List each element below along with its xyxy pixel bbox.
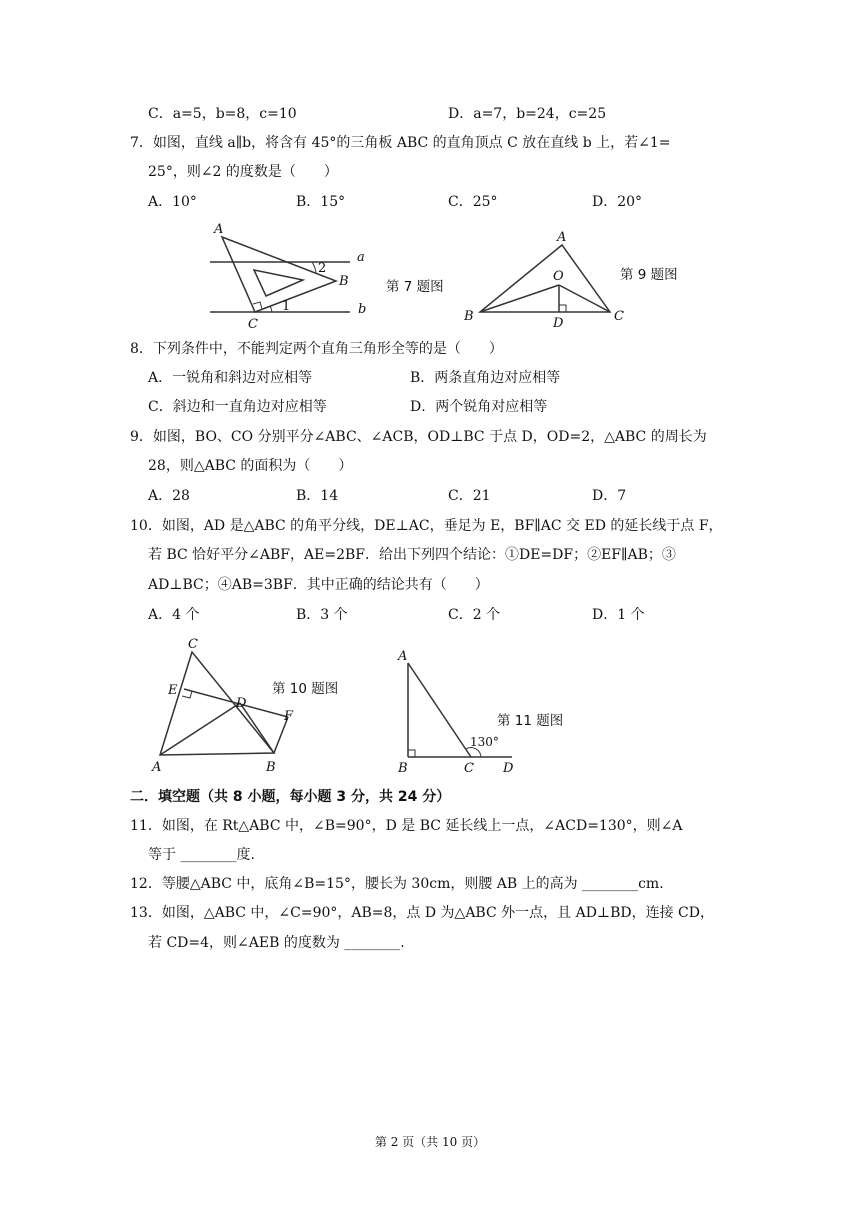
label-c-vertex: C xyxy=(248,317,258,332)
angle-1-arc xyxy=(270,306,272,312)
inner-triangle xyxy=(254,270,303,296)
triangle-abc xyxy=(160,652,274,755)
q8-option-d: D．两个锐角对应相等 xyxy=(410,399,548,415)
label-b: B xyxy=(398,761,408,776)
label-angle-130: 130° xyxy=(470,735,499,749)
figure-9-caption: 第 9 题图 xyxy=(620,267,678,283)
segment-ac xyxy=(408,663,471,757)
label-angle-1: 1 xyxy=(282,299,291,314)
q9-option-a: A．28 xyxy=(148,488,190,504)
label-line-b: b xyxy=(358,302,367,317)
label-c: C xyxy=(464,761,474,776)
label-line-a: a xyxy=(357,250,365,265)
q9-option-b: B．14 xyxy=(296,488,339,504)
label-a: A xyxy=(398,649,408,664)
q8-option-b: B．两条直角边对应相等 xyxy=(410,370,561,386)
segment-co xyxy=(559,285,610,312)
label-e: E xyxy=(168,683,178,698)
figure-10-caption: 第 10 题图 xyxy=(272,681,339,697)
label-d: D xyxy=(236,696,247,711)
q9-option-c: C．21 xyxy=(448,488,491,504)
label-d: D xyxy=(553,316,564,331)
q8-option-a: A．一锐角和斜边对应相等 xyxy=(148,370,313,386)
q13-stem-line2: 若 CD=4，则∠AEB 的度数为 ________. xyxy=(148,935,405,951)
label-b: B xyxy=(266,760,276,775)
q10-option-d: D．1 个 xyxy=(592,607,645,623)
q10-option-a: A．4 个 xyxy=(148,607,200,623)
q10-option-b: B．3 个 xyxy=(296,607,348,623)
label-d: D xyxy=(503,761,514,776)
q12-stem: 12．等腰△ABC 中，底角∠B=15°，腰长为 30cm，则腰 AB 上的高为 ________cm. xyxy=(130,876,664,892)
figure-11-caption: 第 11 题图 xyxy=(497,713,564,729)
figure-10 xyxy=(148,635,308,775)
q7-option-a: A．10° xyxy=(148,194,197,210)
q10-stem-line1: 10．如图，AD 是△ABC 的角平分线，DE⊥AC，垂足为 E，BF∥AC 交 ED 的延长线于点 F， xyxy=(130,518,723,534)
page-footer: 第 2 页（共 10 页） xyxy=(374,1135,486,1149)
q8-option-c: C．斜边和一直角边对应相等 xyxy=(148,399,327,415)
q10-stem-line3: AD⊥BC；④AB=3BF．其中正确的结论共有（ ） xyxy=(148,577,489,593)
q11-stem-line2: 等于 ________度. xyxy=(148,847,255,863)
figure-7 xyxy=(200,220,400,335)
figure-7-caption: 第 7 题图 xyxy=(386,279,444,295)
right-angle-mark xyxy=(408,750,415,757)
label-b-vertex: B xyxy=(339,274,349,289)
label-c: C xyxy=(614,309,624,324)
right-angle-mark xyxy=(559,305,566,312)
segment-bo xyxy=(480,285,559,312)
label-a: A xyxy=(152,760,162,775)
q11-stem-line1: 11．如图，在 Rt△ABC 中，∠B=90°，D 是 BC 延长线上一点，∠ACD=130°，则∠A xyxy=(130,818,683,834)
q7-option-b: B．15° xyxy=(296,194,346,210)
label-a-vertex: A xyxy=(214,222,224,237)
q8-stem: 8．下列条件中，不能判定两个直角三角形全等的是（ ） xyxy=(130,341,503,357)
label-angle-2: 2 xyxy=(318,261,327,276)
q9-option-d: D．7 xyxy=(592,488,627,504)
label-o: O xyxy=(553,269,564,284)
right-angle-mark xyxy=(253,302,262,309)
label-a: A xyxy=(557,230,567,245)
q9-stem-line1: 9．如图，BO、CO 分别平分∠ABC、∠ACB，OD⊥BC 于点 D，OD=2，△ABC 的周长为 xyxy=(130,429,707,445)
right-angle-mark xyxy=(182,691,192,698)
q10-stem-line2: 若 BC 恰好平分∠ABF，AE=2BF．给出下列四个结论：①DE=DF；②EF∥AB；③ xyxy=(148,547,676,563)
q7-option-d: D．20° xyxy=(592,194,643,210)
q7-option-c: C．25° xyxy=(448,194,498,210)
q9-stem-line2: 28，则△ABC 的面积为（ ） xyxy=(148,458,353,474)
label-c: C xyxy=(188,637,198,652)
figure-9 xyxy=(460,228,630,331)
label-f: F xyxy=(284,709,294,724)
q7-stem-line2: 25°，则∠2 的度数是（ ） xyxy=(148,164,338,180)
q7-stem-line1: 7．如图，直线 a∥b，将含有 45°的三角板 ABC 的直角顶点 C 放在直线 b 上，若∠1= xyxy=(130,135,671,151)
q6-option-d: D．a=7，b=24，c=25 xyxy=(448,106,607,122)
section-fill-in-blanks-title: 二．填空题（共 8 小题，每小题 3 分，共 24 分） xyxy=(130,789,451,805)
q10-option-c: C．2 个 xyxy=(448,607,501,623)
q6-option-c: C．a=5，b=8，c=10 xyxy=(148,106,297,122)
label-b: B xyxy=(464,309,474,324)
q13-stem-line1: 13．如图，△ABC 中，∠C=90°，AB=8，点 D 为△ABC 外一点，且 AD⊥BD，连接 CD， xyxy=(130,905,714,921)
segment-ad xyxy=(160,703,240,755)
